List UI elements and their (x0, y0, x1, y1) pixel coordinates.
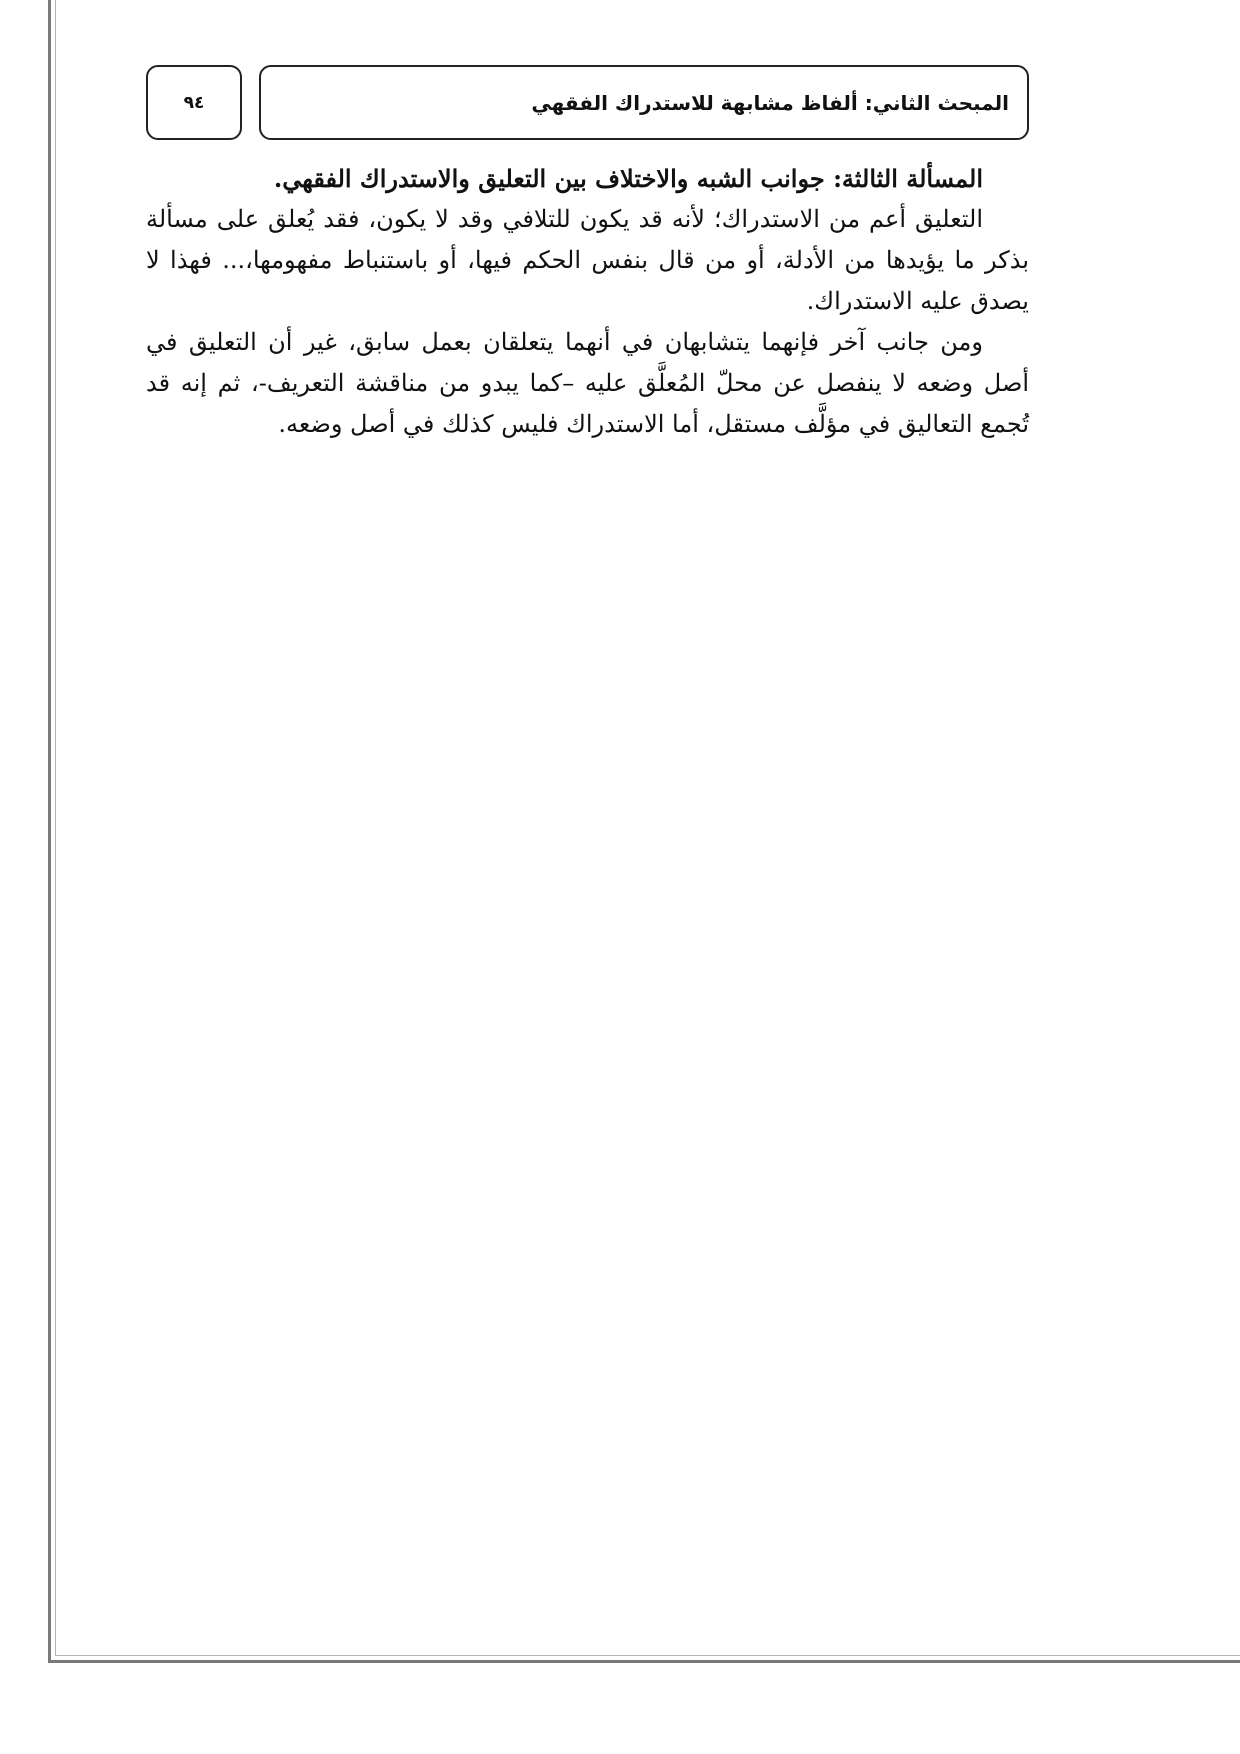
page-body (146, 150, 1029, 445)
section-heading: المسألة الثالثة: جوانب الشبه والاختلاف بين التعليق والاستدراك الفقهي. (273, 164, 983, 193)
running-title: المبحث الثاني: ألفاظ مشابهة للاستدراك الفقهي (531, 90, 1009, 115)
paragraph: التعليق أعم من الاستدراك؛ لأنه قد يكون للتلافي وقد لا يكون، فقد يُعلق على مسألة بذكر ما يؤيدها من الأدلة، أو من قال بنفس الحكم فيها، أو باستنباط مفهومها،... فهذا لا يصدق عليه الاستدراك. (146, 205, 1029, 315)
running-header (259, 65, 1029, 140)
page-number-text: ٩٤ (183, 92, 205, 113)
page-number (146, 65, 242, 140)
paragraph: ومن جانب آخر فإنهما يتشابهان في أنهما يتعلقان بعمل سابق، غير أن التعليق في أصل وضعه لا ينفصل عن محلّ المُعلَّق عليه –كما يبدو من مناقشة التعريف-، ثم إنه قد تُجمع التعاليق في مؤلَّف مستقل، أما الاستدراك فليس كذلك في أصل وضعه. (146, 328, 1029, 438)
